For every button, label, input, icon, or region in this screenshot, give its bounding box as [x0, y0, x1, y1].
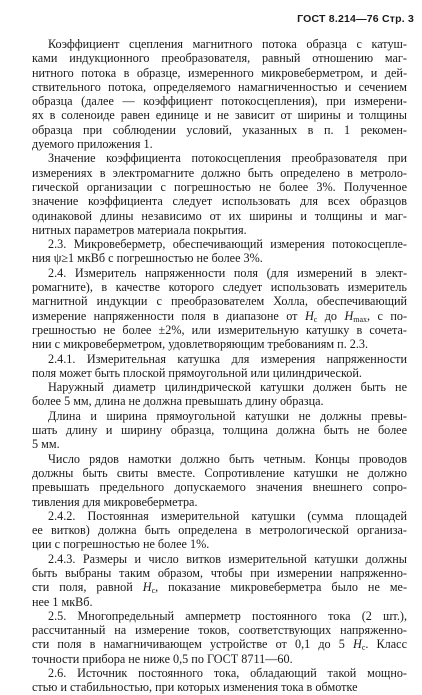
- text-line: магнитной индукции с преобразователем Холла, обеспечивающий: [32, 294, 407, 309]
- text-line: тивления для микровеберметра.: [32, 494, 198, 509]
- text-line: 5 мм.: [32, 437, 60, 452]
- text-line: точности прибора не ниже 0,5 по ГОСТ 8711—60.: [32, 651, 293, 666]
- text-line: нитных параметров материала покрытия.: [32, 222, 247, 237]
- text-line: измерениях в электромагните должно быть определено в метроло-: [32, 165, 407, 180]
- text-line: грешностью не более ±2%, или измерительную катушку в сочета-: [32, 322, 407, 337]
- text-line: ствительного потока, определяемого намагниченностью и сечением: [32, 79, 407, 94]
- text-line: 2.4.1. Измерительная катушка для измерения напряженности: [48, 351, 407, 366]
- text-line: более 5 мм, длина не должна превышать длину образца.: [32, 394, 324, 409]
- text-line: образца при соблюдении условий, указанных в п. 1 рекомен-: [32, 122, 407, 137]
- text-line: измерение напряженности поля в диапазоне от $H_c$ до $H_{max}$, с по-: [32, 308, 408, 324]
- page-header: [297, 13, 414, 25]
- text-line: Значение коэффициента потокосцепления преобразователя при: [48, 151, 407, 166]
- text-line: 2.6. Источник постоянного тока, обладающий такой мощно-: [48, 666, 407, 681]
- text-line: Наружный диаметр цилиндрической катушки должен быть не: [48, 380, 407, 395]
- text-line: сти поля в намагничивающем устройстве от 0,1 до 5 $H_c$. Класс: [32, 637, 407, 653]
- text-line: значение коэффициента следует использовать для всех образцов: [32, 194, 407, 209]
- text-line: нее 1 мкВб.: [32, 594, 93, 609]
- text-line: гической организации с погрешностью не более 3%. Полученное: [32, 179, 407, 194]
- text-line: Число рядов намотки должно быть четным. Концы проводов: [48, 451, 407, 466]
- text-line: ками индукционного преобразователя, равный отношению маг-: [32, 51, 407, 66]
- text-line: Коэффициент сцепления магнитного потока образца с катуш-: [48, 37, 407, 51]
- text-line: сти поля, равной $H_c$, показание микровеберметра было не ме-: [32, 580, 408, 596]
- document-body: [32, 37, 407, 695]
- text-line: ции с погрешностью не более 1%.: [32, 537, 210, 552]
- text-line: Длина и ширина прямоугольной катушки не должны превы-: [48, 408, 407, 423]
- text-line: 2.4.3. Размеры и число витков измерительной катушки должны: [48, 551, 407, 566]
- text-line: быть выбраны таким образом, чтобы при измерении напряженно-: [32, 565, 407, 580]
- text-line: ния ψ≥1 мкВб с погрешностью не более 3%.: [32, 251, 263, 266]
- page-number: Стр. 3: [381, 13, 414, 25]
- text-line: поля может быть плоской прямоугольной или цилиндрической.: [32, 365, 362, 380]
- text-line: одинаковой длины независимо от их ширины и толщины и маг-: [32, 208, 407, 223]
- text-line: образца (далее — коэффициент потокосцепления), при измерени-: [32, 94, 407, 109]
- text-line: должны быть свиты вместе. Сопротивление катушки не должно: [32, 465, 407, 480]
- text-line: 2.4. Измеритель напряженности поля (для измерений в элект-: [48, 265, 407, 280]
- text-line: ромагните), в качестве которого следует использовать измеритель: [32, 280, 407, 295]
- text-line: ях в соленоиде равен единице и не зависит от ширины и толщины: [32, 108, 407, 123]
- text-line: шать длину и ширину образца, толщина должна быть не более: [32, 423, 407, 438]
- text-line: 2.5. Многопредельный амперметр постоянного тока (2 шт.),: [48, 608, 407, 623]
- text-line: дуемого приложения 1.: [32, 137, 153, 152]
- text-line: нитного потока в образце, измеренного микровеберметром, и дей-: [32, 65, 407, 80]
- text-line: ее витков) должна быть определена в метрологической организа-: [32, 523, 407, 538]
- standard-number: ГОСТ 8.214—76: [297, 13, 379, 25]
- text-line: 2.3. Микровеберметр, обеспечивающий измерения потокосцепле-: [48, 237, 407, 252]
- text-line: превышать предельного допускаемого значения внешнего сопро-: [32, 480, 407, 495]
- text-line: стью и стабильностью, при которых изменения тока в обмотке: [32, 680, 358, 695]
- text-line: 2.4.2. Постоянная измерительной катушки (сумма площадей: [48, 508, 407, 523]
- text-line: нии с микровеберметром, удовлетворяющим требованиям п. 2.3.: [32, 337, 369, 352]
- text-line: рассчитанный на измерение токов, соответствующих напряженно-: [32, 623, 407, 638]
